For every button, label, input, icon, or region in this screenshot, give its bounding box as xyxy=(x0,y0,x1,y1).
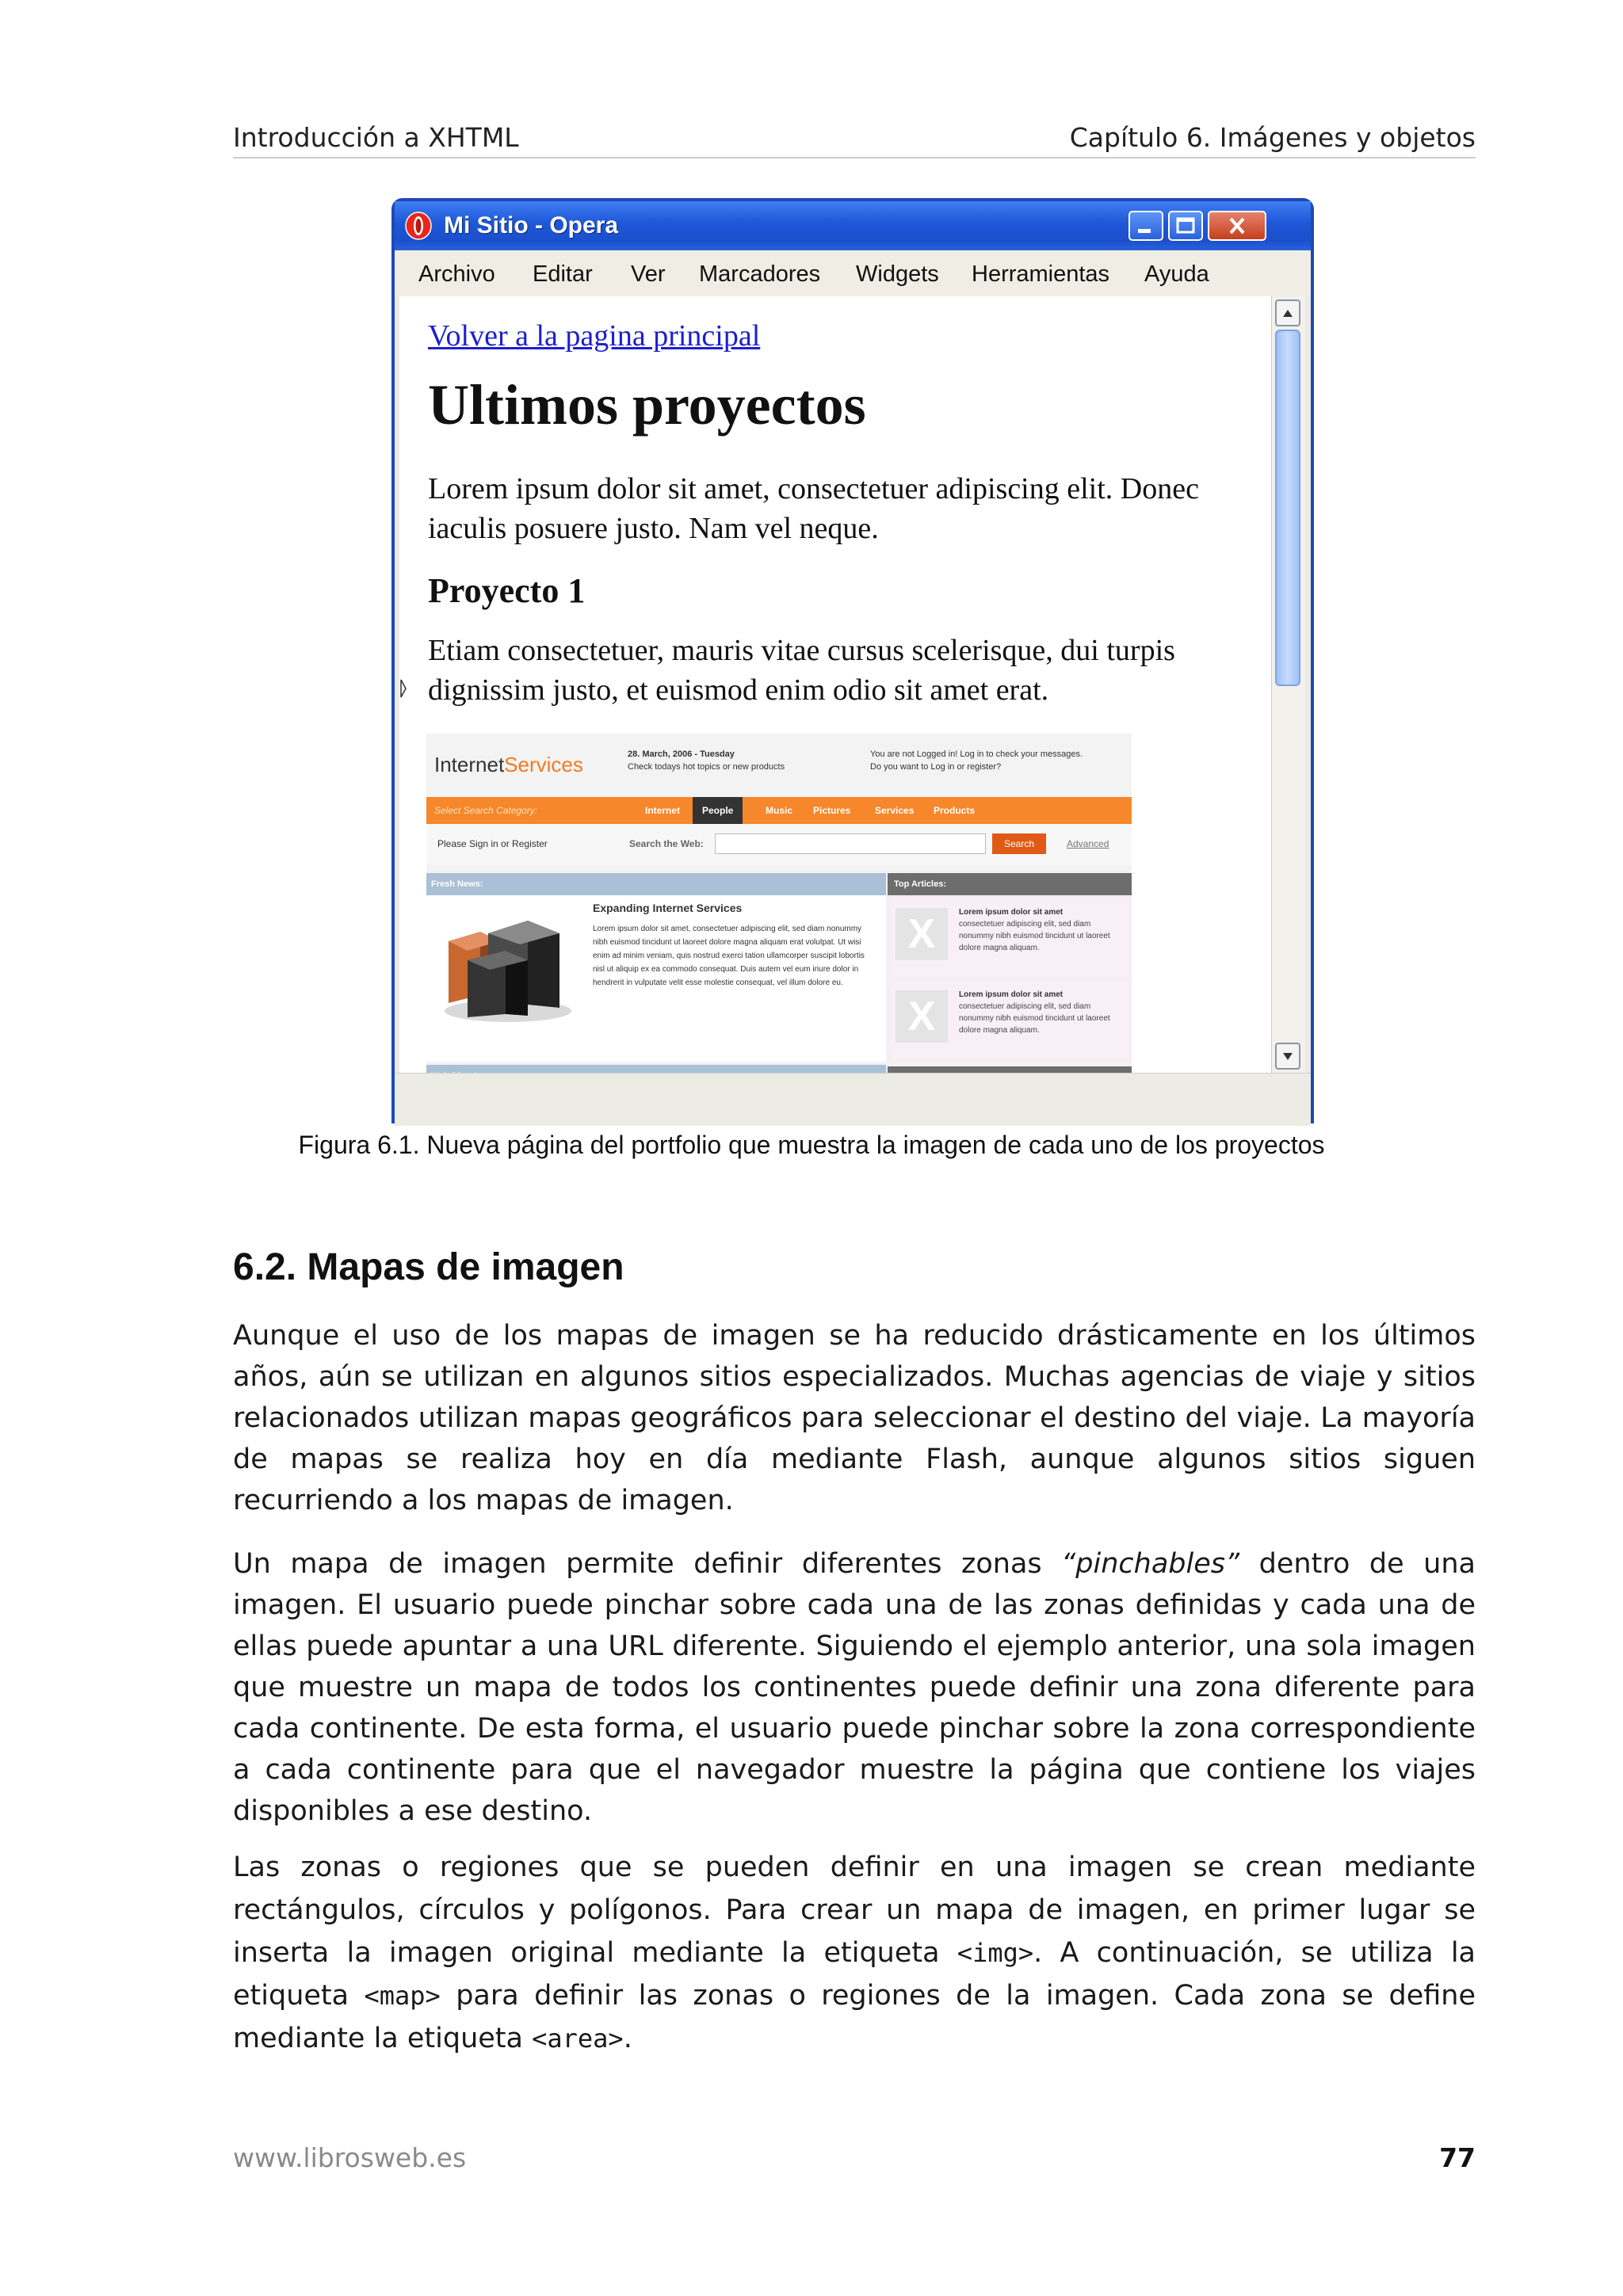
site-category: Select Search Category: xyxy=(434,805,538,816)
paragraph-2-b: dentro de una imagen. El usuario puede pinchar sobre cada una de las zonas definidas y cada una de ellas puede apuntar a una URL diferente. Siguiendo el ejemplo anterior, una sola imagen que muestre un mapa de todos los continentes puede definir una zona diferente para cada continente. De esta forma, el usuario puede pinchar sobre la zona correspondiente a cada continente para que el navegador muestre la página que contiene los viajes disponibles a ese destino. xyxy=(233,1548,1476,1827)
paragraph-3-a: Las zonas o regiones que se pueden definir en una imagen se crean mediante rectángulos, círculos y polígonos. Para crear un mapa de imagen, en primer lugar se inserta la imagen original mediante la etiqueta xyxy=(233,1852,1476,1969)
paragraph-3-b: . A continuación, se utiliza la etiqueta xyxy=(233,1937,1476,2012)
section-title: 6.2. Mapas de imagen xyxy=(233,1246,624,1288)
running-header xyxy=(233,119,1476,158)
opera-logo-icon xyxy=(404,211,433,241)
scroll-down-button[interactable] xyxy=(1275,1043,1300,1070)
paragraph-2-a: Un mapa de imagen permite definir diferentes zonas xyxy=(233,1548,1062,1580)
project-paragraph: Etiam consectetuer, mauris vitae cursus scelerisque, dui turpis dignissim justo, et euismod enim odio sit amet erat. xyxy=(428,634,1175,707)
maximize-icon xyxy=(1170,212,1201,239)
back-home-link[interactable]: Volver a la pagina principal xyxy=(428,319,761,353)
site-signin: Please Sign in or Register xyxy=(437,838,548,849)
site-nav-item: Internet xyxy=(645,805,681,816)
site-advanced: Advanced xyxy=(1067,838,1109,849)
paragraph-3-c: para definir las zonas o regiones de la imagen. Cada zona se define mediante la etiqueta xyxy=(233,1980,1476,2054)
arrow-down-icon xyxy=(1277,1044,1299,1068)
placeholder-image-icon: X xyxy=(896,908,948,960)
paragraph-2-emphasis: “pinchables” xyxy=(1061,1548,1240,1580)
menu-ver[interactable]: Ver xyxy=(631,261,666,287)
area-tag-code: <area> xyxy=(532,2023,624,2054)
minimize-button[interactable] xyxy=(1128,211,1163,241)
site-nav-item: Services xyxy=(875,805,915,816)
paragraph-3-d: . xyxy=(623,2023,632,2054)
top-articles-list xyxy=(888,895,1132,1062)
close-icon xyxy=(1209,212,1265,239)
page-viewport xyxy=(399,296,1271,1073)
site-logo xyxy=(434,753,583,777)
menu-widgets[interactable]: Widgets xyxy=(856,261,939,287)
page-number: 77 xyxy=(1439,2142,1476,2173)
news-text: Lorem ipsum dolor sit amet, consectetuer adipiscing elit, sed diam nonummy nibh euismod tincidunt ut laoreet dolore magna aliquam erat volutpat. Ut wisi enim ad minim veniam, quis nostrud exerci tation ullamcorper suscipit lobortis nisl ut aliquip ex ea commodo consequat. Duis autem vel eum iriure dolor in hendrerit in vulputate velit esse molestie consequat, vel illum dolore eu. xyxy=(593,925,865,987)
paragraph-1: Aunque el uso de los mapas de imagen se ha reducido drásticamente en los últimos años, aún se utilizan en algunos sitios especializados. Muchas agencias de viaje y sitios relacionados utilizan mapas geográficos para seleccionar el destino del viaje. La mayoría de mapas se realiza hoy en día mediante Flash, aunque algunos sitios siguen recurriendo a los mapas de imagen. xyxy=(233,1320,1476,1516)
top-articles-bar: Top Articles: xyxy=(888,873,1132,895)
site-nav-item: Pictures xyxy=(813,805,851,816)
img-tag-code: <img> xyxy=(957,1938,1034,1968)
menu-editar[interactable]: Editar xyxy=(533,261,593,287)
project-heading: Proyecto 1 xyxy=(428,571,586,610)
site-login-main: You are not Logged in! Log in to check your messages. xyxy=(870,749,1083,759)
article-body: consectetuer adipiscing elit, sed diam nonummy nibh euismod tincidunt ut laoreet dolore magna aliquam. xyxy=(959,920,1110,952)
site-date-main: 28. March, 2006 - Tuesday xyxy=(628,749,735,759)
window-title: Mi Sitio - Opera xyxy=(444,212,619,238)
footer-site: www.librosweb.es xyxy=(233,2142,467,2173)
site-search-row xyxy=(426,824,1132,865)
site-nav-item: Music xyxy=(766,805,793,816)
minimize-icon xyxy=(1130,212,1162,239)
intro-paragraph: Lorem ipsum dolor sit amet, consectetuer adipiscing elit. Donec iaculis posuere justo. Nam vel neque. xyxy=(428,472,1199,545)
menu-marcadores[interactable]: Marcadores xyxy=(699,261,821,287)
paragraph-2 xyxy=(233,1543,1476,1832)
site-login xyxy=(870,748,1124,773)
project-image xyxy=(426,734,1132,1098)
article-title: Lorem ipsum dolor sit amet xyxy=(959,990,1064,999)
scroll-up-button[interactable] xyxy=(1275,299,1300,326)
site-search-label: Search the Web: xyxy=(629,838,704,849)
news-title: Expanding Internet Services xyxy=(593,902,743,914)
site-logo-a: Internet xyxy=(434,753,505,776)
maximize-button[interactable] xyxy=(1168,211,1203,241)
site-search-button: Search xyxy=(992,833,1046,854)
menu-herramientas[interactable]: Herramientas xyxy=(972,261,1110,287)
scroll-thumb[interactable] xyxy=(1275,330,1300,686)
paragraph-3 xyxy=(233,1846,1476,2060)
article-title: Lorem ipsum dolor sit amet xyxy=(959,908,1064,917)
cubes-image xyxy=(433,910,583,1028)
opera-window xyxy=(391,198,1314,1123)
vertical-scrollbar[interactable] xyxy=(1271,296,1305,1073)
chapter-title: Capítulo 6. Imágenes y objetos xyxy=(1069,122,1476,153)
menu-archivo[interactable]: Archivo xyxy=(418,261,495,287)
map-tag-code: <map> xyxy=(364,1981,441,2011)
article-text xyxy=(959,989,1125,1036)
title-bar xyxy=(395,201,1311,250)
arrow-up-icon xyxy=(1277,301,1299,325)
status-bar xyxy=(395,1073,1311,1126)
book-title: Introducción a XHTML xyxy=(233,122,519,153)
site-logo-b: Services xyxy=(504,753,583,776)
fresh-news-bar: Fresh News: xyxy=(426,873,886,895)
menu-ayuda[interactable]: Ayuda xyxy=(1144,261,1209,287)
menu-bar xyxy=(395,250,1311,296)
news-block xyxy=(426,895,886,1062)
arrow-marker-icon xyxy=(399,677,407,700)
site-nav-item-active: People xyxy=(693,797,743,826)
page-heading: Ultimos proyectos xyxy=(428,373,866,437)
article-item xyxy=(891,898,1128,976)
site-nav-item: Products xyxy=(934,805,976,816)
figure-screenshot xyxy=(391,198,1314,1125)
site-search-box xyxy=(715,833,986,854)
article-item xyxy=(891,981,1128,1058)
site-date xyxy=(628,748,834,773)
site-nav xyxy=(426,797,1132,824)
close-button[interactable] xyxy=(1208,211,1266,241)
site-date-sub: Check todays hot topics or new products xyxy=(628,762,785,772)
figure-caption: Figura 6.1. Nueva página del portfolio que muestra la imagen de cada uno de los proyectos xyxy=(298,1131,1325,1159)
placeholder-image-icon: X xyxy=(896,990,948,1043)
site-login-sub: Do you want to Log in or register? xyxy=(870,762,1002,772)
article-body: consectetuer adipiscing elit, sed diam nonummy nibh euismod tincidunt ut laoreet dolore magna aliquam. xyxy=(959,1002,1110,1035)
article-text xyxy=(959,906,1125,954)
